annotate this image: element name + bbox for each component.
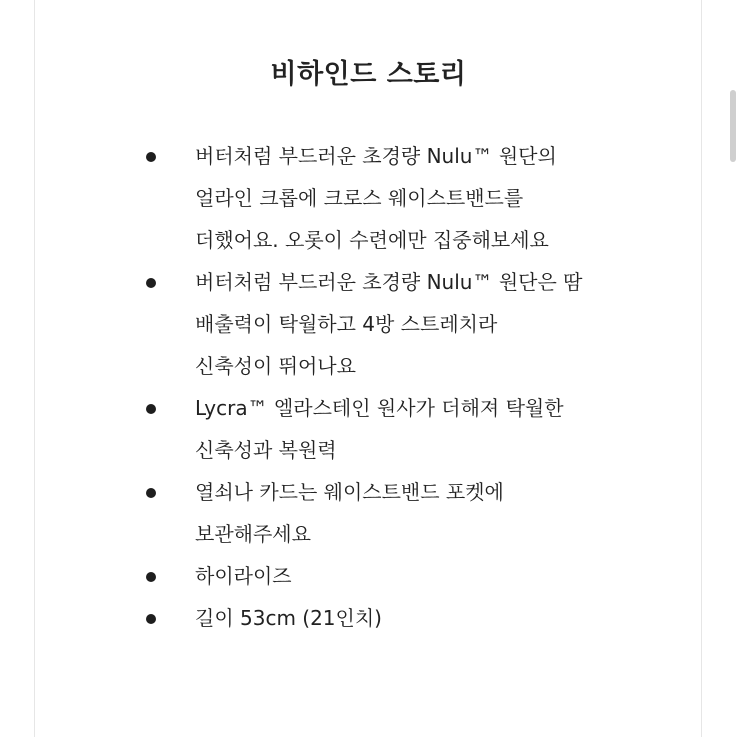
list-item-line: 얼라인 크롭에 크로스 웨이스트밴드를 (195, 186, 524, 210)
bullet-icon (146, 152, 156, 162)
section-title: 비하인드 스토리 (270, 59, 467, 90)
scrollbar-thumb[interactable] (730, 90, 736, 162)
list-item-line: 신축성이 뛰어나요 (195, 354, 356, 378)
bullet-icon (146, 614, 156, 624)
bullet-icon (146, 572, 156, 582)
list-item-line: 하이라이즈 (195, 564, 292, 588)
content-border-right (701, 0, 702, 737)
bullet-icon (146, 278, 156, 288)
list-item-line: Lycra™ 엘라스테인 원사가 더해져 탁월한 (195, 396, 564, 420)
list-item-line: 신축성과 복원력 (195, 438, 337, 462)
list-item-line: 열쇠나 카드는 웨이스트밴드 포켓에 (195, 480, 504, 504)
content-border-left (34, 0, 35, 737)
list-item-line: 버터처럼 부드러운 초경량 Nulu™ 원단의 (195, 144, 557, 168)
bullet-icon (146, 488, 156, 498)
list-item-line: 더했어요. 오롯이 수련에만 집중해보세요 (195, 228, 549, 252)
list-item-line: 버터처럼 부드러운 초경량 Nulu™ 원단은 땀 (195, 270, 583, 294)
bullet-icon (146, 404, 156, 414)
list-item-line: 보관해주세요 (195, 522, 311, 546)
list-item-line: 길이 53cm (21인치) (195, 606, 382, 630)
list-item-line: 배출력이 탁월하고 4방 스트레치라 (195, 312, 498, 336)
